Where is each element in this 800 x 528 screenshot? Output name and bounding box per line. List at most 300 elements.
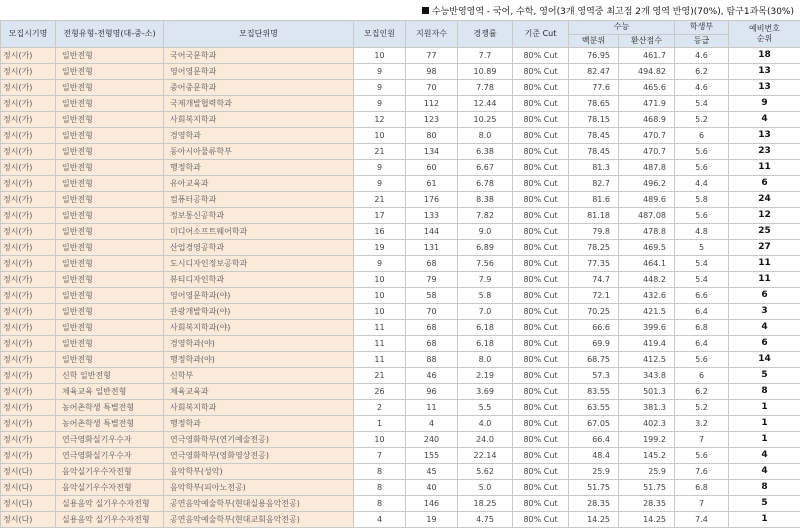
ratio-cell: 6.18 [458, 320, 513, 336]
admission-type-cell: 연극영화실기우수자 [56, 432, 164, 448]
converted-score-cell: 478.8 [619, 224, 675, 240]
admission-type-cell: 일반전형 [56, 96, 164, 112]
period-cell: 정시(다) [1, 464, 56, 480]
department-cell: 관광개발학과(야) [164, 304, 354, 320]
table-row [1, 64, 800, 80]
converted-score-cell: 501.3 [619, 384, 675, 400]
basis-cell: 80% Cut [513, 432, 569, 448]
waitlist-cell: 25 [729, 224, 800, 240]
percentile-cell: 78.25 [569, 240, 619, 256]
waitlist-cell: 1 [729, 512, 800, 528]
admission-type-cell: 일반전형 [56, 304, 164, 320]
department-cell: 행정학과 [164, 416, 354, 432]
admission-type-cell: 신학 일반전형 [56, 368, 164, 384]
admissions-results-table-wrap [0, 20, 800, 528]
waitlist-cell: 9 [729, 96, 800, 112]
quota-cell: 9 [354, 160, 406, 176]
square-bullet-icon [422, 7, 429, 14]
table-row [1, 304, 800, 320]
table-row [1, 272, 800, 288]
basis-cell: 80% Cut [513, 448, 569, 464]
applicants-cell: 46 [406, 368, 458, 384]
period-cell: 정시(가) [1, 96, 56, 112]
department-cell: 뷰티디자인학과 [164, 272, 354, 288]
converted-score-cell: 51.75 [619, 480, 675, 496]
percentile-cell: 82.7 [569, 176, 619, 192]
percentile-cell: 66.4 [569, 432, 619, 448]
converted-score-cell: 489.6 [619, 192, 675, 208]
applicants-cell: 112 [406, 96, 458, 112]
department-cell: 컴퓨터공학과 [164, 192, 354, 208]
col-department: 모집단위명 [164, 21, 354, 48]
admission-type-cell: 일반전형 [56, 112, 164, 128]
grade-cell: 7 [675, 496, 729, 512]
grade-cell: 5.4 [675, 272, 729, 288]
quota-cell: 21 [354, 368, 406, 384]
applicants-cell: 123 [406, 112, 458, 128]
converted-score-cell: 28.35 [619, 496, 675, 512]
grade-cell: 5.4 [675, 96, 729, 112]
period-cell: 정시(가) [1, 80, 56, 96]
quota-cell: 21 [354, 192, 406, 208]
percentile-cell: 72.1 [569, 288, 619, 304]
grade-cell: 5.6 [675, 144, 729, 160]
ratio-cell: 12.44 [458, 96, 513, 112]
admission-type-cell: 일반전형 [56, 144, 164, 160]
basis-cell: 80% Cut [513, 416, 569, 432]
col-quota: 모집인원 [354, 21, 406, 48]
grade-cell: 6.4 [675, 304, 729, 320]
percentile-cell: 63.55 [569, 400, 619, 416]
table-row [1, 240, 800, 256]
converted-score-cell: 402.3 [619, 416, 675, 432]
table-row [1, 144, 800, 160]
applicants-cell: 60 [406, 160, 458, 176]
grade-cell: 7.6 [675, 464, 729, 480]
converted-score-cell: 421.5 [619, 304, 675, 320]
col-applicants: 지원자수 [406, 21, 458, 48]
department-cell: 중어중문학과 [164, 80, 354, 96]
period-cell: 정시(가) [1, 48, 56, 64]
quota-cell: 10 [354, 304, 406, 320]
department-cell: 신학부 [164, 368, 354, 384]
basis-cell: 80% Cut [513, 176, 569, 192]
waitlist-cell: 13 [729, 64, 800, 80]
waitlist-cell: 1 [729, 416, 800, 432]
table-row [1, 400, 800, 416]
department-cell: 사회복지학과 [164, 112, 354, 128]
admission-type-cell: 일반전형 [56, 208, 164, 224]
percentile-cell: 74.7 [569, 272, 619, 288]
converted-score-cell: 468.9 [619, 112, 675, 128]
quota-cell: 10 [354, 432, 406, 448]
table-row [1, 496, 800, 512]
admission-type-cell: 일반전형 [56, 256, 164, 272]
converted-score-cell: 25.9 [619, 464, 675, 480]
applicants-cell: 144 [406, 224, 458, 240]
converted-score-cell: 471.9 [619, 96, 675, 112]
basis-cell: 80% Cut [513, 128, 569, 144]
waitlist-cell: 8 [729, 384, 800, 400]
basis-cell: 80% Cut [513, 288, 569, 304]
percentile-cell: 78.15 [569, 112, 619, 128]
basis-cell: 80% Cut [513, 80, 569, 96]
percentile-cell: 67.05 [569, 416, 619, 432]
grade-cell: 4.6 [675, 48, 729, 64]
grade-cell: 6.2 [675, 64, 729, 80]
applicants-cell: 68 [406, 320, 458, 336]
period-cell: 정시(가) [1, 336, 56, 352]
basis-cell: 80% Cut [513, 480, 569, 496]
score-reflection-note [422, 4, 794, 17]
admission-type-cell: 일반전형 [56, 160, 164, 176]
converted-score-cell: 465.6 [619, 80, 675, 96]
waitlist-cell: 1 [729, 400, 800, 416]
quota-cell: 19 [354, 240, 406, 256]
admission-type-cell: 일반전형 [56, 64, 164, 80]
percentile-cell: 57.3 [569, 368, 619, 384]
table-body [1, 48, 800, 528]
col-grade: 등급 [675, 34, 729, 48]
waitlist-cell: 12 [729, 208, 800, 224]
ratio-cell: 2.19 [458, 368, 513, 384]
percentile-cell: 70.25 [569, 304, 619, 320]
percentile-cell: 77.35 [569, 256, 619, 272]
department-cell: 체육교육과 [164, 384, 354, 400]
period-cell: 정시(다) [1, 496, 56, 512]
applicants-cell: 79 [406, 272, 458, 288]
waitlist-cell: 24 [729, 192, 800, 208]
basis-cell: 80% Cut [513, 464, 569, 480]
converted-score-cell: 399.6 [619, 320, 675, 336]
waitlist-cell: 8 [729, 480, 800, 496]
department-cell: 공연음악예술학부(현대교회음악전공) [164, 512, 354, 528]
waitlist-cell: 27 [729, 240, 800, 256]
admission-type-cell: 일반전형 [56, 288, 164, 304]
basis-cell: 80% Cut [513, 336, 569, 352]
converted-score-cell: 470.7 [619, 128, 675, 144]
table-row [1, 416, 800, 432]
basis-cell: 80% Cut [513, 160, 569, 176]
col-ratio: 경쟁률 [458, 21, 513, 48]
period-cell: 정시(가) [1, 64, 56, 80]
department-cell: 연극영화학부(영화영상전공) [164, 448, 354, 464]
admissions-results-table [0, 20, 800, 528]
table-row [1, 224, 800, 240]
waitlist-cell: 23 [729, 144, 800, 160]
waitlist-cell: 11 [729, 256, 800, 272]
grade-cell: 5.6 [675, 352, 729, 368]
converted-score-cell: 469.5 [619, 240, 675, 256]
table-row [1, 368, 800, 384]
grade-cell: 4.8 [675, 224, 729, 240]
table-row [1, 432, 800, 448]
period-cell: 정시(가) [1, 192, 56, 208]
quota-cell: 9 [354, 80, 406, 96]
waitlist-header-label: 예비번호 순위 [749, 24, 780, 43]
basis-cell: 80% Cut [513, 224, 569, 240]
waitlist-cell: 4 [729, 448, 800, 464]
grade-cell: 5.2 [675, 400, 729, 416]
converted-score-cell: 464.1 [619, 256, 675, 272]
ratio-cell: 18.25 [458, 496, 513, 512]
applicants-cell: 88 [406, 352, 458, 368]
period-cell: 정시(가) [1, 272, 56, 288]
converted-score-cell: 199.2 [619, 432, 675, 448]
waitlist-cell: 6 [729, 336, 800, 352]
waitlist-cell: 1 [729, 432, 800, 448]
admission-type-cell: 일반전형 [56, 320, 164, 336]
period-cell: 정시(가) [1, 352, 56, 368]
percentile-cell: 77.6 [569, 80, 619, 96]
admission-type-cell: 일반전형 [56, 352, 164, 368]
basis-cell: 80% Cut [513, 384, 569, 400]
ratio-cell: 9.0 [458, 224, 513, 240]
table-row [1, 448, 800, 464]
admission-type-cell: 일반전형 [56, 272, 164, 288]
department-cell: 음악학부(성악) [164, 464, 354, 480]
ratio-cell: 7.78 [458, 80, 513, 96]
period-cell: 정시(가) [1, 320, 56, 336]
admission-type-cell: 실용음악 실기우수자전형 [56, 512, 164, 528]
ratio-cell: 8.0 [458, 352, 513, 368]
admission-type-cell: 일반전형 [56, 80, 164, 96]
col-admission-type: 전형유형-전형명(대-중-소) [56, 21, 164, 48]
percentile-cell: 81.3 [569, 160, 619, 176]
department-cell: 사회복지학과 [164, 400, 354, 416]
percentile-cell: 48.4 [569, 448, 619, 464]
waitlist-cell: 5 [729, 496, 800, 512]
department-cell: 연극영화학부(연기예술전공) [164, 432, 354, 448]
admission-type-cell: 일반전형 [56, 240, 164, 256]
department-cell: 미디어소프트웨어학과 [164, 224, 354, 240]
converted-score-cell: 470.7 [619, 144, 675, 160]
grade-cell: 6.6 [675, 288, 729, 304]
table-row [1, 80, 800, 96]
ratio-cell: 22.14 [458, 448, 513, 464]
quota-cell: 8 [354, 496, 406, 512]
grade-cell: 5.6 [675, 160, 729, 176]
converted-score-cell: 487.08 [619, 208, 675, 224]
table-row [1, 352, 800, 368]
basis-cell: 80% Cut [513, 496, 569, 512]
waitlist-cell: 11 [729, 272, 800, 288]
percentile-cell: 78.45 [569, 144, 619, 160]
quota-cell: 9 [354, 256, 406, 272]
period-cell: 정시(가) [1, 368, 56, 384]
converted-score-cell: 14.25 [619, 512, 675, 528]
converted-score-cell: 381.3 [619, 400, 675, 416]
table-row [1, 160, 800, 176]
applicants-cell: 40 [406, 480, 458, 496]
waitlist-cell: 6 [729, 176, 800, 192]
table-row [1, 192, 800, 208]
basis-cell: 80% Cut [513, 304, 569, 320]
admission-type-cell: 농어촌학생 특별전형 [56, 416, 164, 432]
percentile-cell: 14.25 [569, 512, 619, 528]
ratio-cell: 5.5 [458, 400, 513, 416]
department-cell: 영어영문학과(야) [164, 288, 354, 304]
grade-cell: 4.4 [675, 176, 729, 192]
waitlist-cell: 4 [729, 112, 800, 128]
ratio-cell: 3.69 [458, 384, 513, 400]
table-row [1, 336, 800, 352]
department-cell: 유아교육과 [164, 176, 354, 192]
ratio-cell: 5.0 [458, 480, 513, 496]
department-cell: 경영학과 [164, 128, 354, 144]
quota-cell: 11 [354, 320, 406, 336]
waitlist-cell: 6 [729, 288, 800, 304]
applicants-cell: 133 [406, 208, 458, 224]
department-cell: 행정학과 [164, 160, 354, 176]
col-period: 모집시기명 [1, 21, 56, 48]
grade-cell: 6.8 [675, 320, 729, 336]
grade-cell: 6.2 [675, 384, 729, 400]
quota-cell: 16 [354, 224, 406, 240]
ratio-cell: 5.62 [458, 464, 513, 480]
period-cell: 정시(가) [1, 448, 56, 464]
applicants-cell: 4 [406, 416, 458, 432]
applicants-cell: 11 [406, 400, 458, 416]
percentile-cell: 66.6 [569, 320, 619, 336]
waitlist-cell: 4 [729, 320, 800, 336]
admission-type-cell: 일반전형 [56, 176, 164, 192]
percentile-cell: 69.9 [569, 336, 619, 352]
ratio-cell: 4.75 [458, 512, 513, 528]
grade-cell: 3.2 [675, 416, 729, 432]
quota-cell: 4 [354, 512, 406, 528]
applicants-cell: 68 [406, 336, 458, 352]
waitlist-cell: 5 [729, 368, 800, 384]
applicants-cell: 240 [406, 432, 458, 448]
waitlist-cell: 13 [729, 128, 800, 144]
ratio-cell: 10.89 [458, 64, 513, 80]
converted-score-cell: 487.8 [619, 160, 675, 176]
ratio-cell: 7.0 [458, 304, 513, 320]
grade-cell: 6 [675, 128, 729, 144]
waitlist-cell: 11 [729, 160, 800, 176]
table-row [1, 384, 800, 400]
period-cell: 정시(가) [1, 128, 56, 144]
applicants-cell: 96 [406, 384, 458, 400]
converted-score-cell: 343.8 [619, 368, 675, 384]
applicants-cell: 77 [406, 48, 458, 64]
grade-cell: 6 [675, 368, 729, 384]
ratio-cell: 7.9 [458, 272, 513, 288]
table-row [1, 96, 800, 112]
period-cell: 정시(가) [1, 416, 56, 432]
quota-cell: 9 [354, 64, 406, 80]
percentile-cell: 83.55 [569, 384, 619, 400]
period-cell: 정시(가) [1, 384, 56, 400]
admission-type-cell: 체육교육 일반전형 [56, 384, 164, 400]
converted-score-cell: 461.7 [619, 48, 675, 64]
col-school-record-group: 학생부 [675, 21, 729, 35]
admission-type-cell: 음악실기우수자전형 [56, 464, 164, 480]
ratio-cell: 7.82 [458, 208, 513, 224]
table-row [1, 320, 800, 336]
period-cell: 정시(가) [1, 240, 56, 256]
period-cell: 정시(가) [1, 432, 56, 448]
period-cell: 정시(가) [1, 288, 56, 304]
admission-type-cell: 음악실기우수자전형 [56, 480, 164, 496]
applicants-cell: 131 [406, 240, 458, 256]
ratio-cell: 6.89 [458, 240, 513, 256]
table-row [1, 480, 800, 496]
ratio-cell: 6.67 [458, 160, 513, 176]
col-percentile: 백분위 [569, 34, 619, 48]
quota-cell: 8 [354, 464, 406, 480]
period-cell: 정시(가) [1, 160, 56, 176]
department-cell: 산업경영공학과 [164, 240, 354, 256]
basis-cell: 80% Cut [513, 208, 569, 224]
period-cell: 정시(가) [1, 256, 56, 272]
ratio-cell: 24.0 [458, 432, 513, 448]
applicants-cell: 58 [406, 288, 458, 304]
period-cell: 정시(다) [1, 512, 56, 528]
quota-cell: 8 [354, 480, 406, 496]
converted-score-cell: 145.2 [619, 448, 675, 464]
department-cell: 공연음악예술학부(현대실용음악전공) [164, 496, 354, 512]
applicants-cell: 98 [406, 64, 458, 80]
grade-cell: 5.2 [675, 112, 729, 128]
grade-cell: 7 [675, 432, 729, 448]
table-row [1, 48, 800, 64]
basis-cell: 80% Cut [513, 48, 569, 64]
basis-cell: 80% Cut [513, 112, 569, 128]
ratio-cell: 6.38 [458, 144, 513, 160]
ratio-cell: 4.0 [458, 416, 513, 432]
percentile-cell: 78.65 [569, 96, 619, 112]
period-cell: 정시(가) [1, 400, 56, 416]
admission-type-cell: 일반전형 [56, 336, 164, 352]
table-row [1, 256, 800, 272]
basis-cell: 80% Cut [513, 352, 569, 368]
applicants-cell: 68 [406, 256, 458, 272]
admission-type-cell: 일반전형 [56, 48, 164, 64]
grade-cell: 5.6 [675, 208, 729, 224]
converted-score-cell: 496.2 [619, 176, 675, 192]
department-cell: 행정학과(야) [164, 352, 354, 368]
percentile-cell: 25.9 [569, 464, 619, 480]
percentile-cell: 68.75 [569, 352, 619, 368]
quota-cell: 11 [354, 336, 406, 352]
ratio-cell: 10.25 [458, 112, 513, 128]
col-converted-score: 환산점수 [619, 34, 675, 48]
basis-cell: 80% Cut [513, 512, 569, 528]
converted-score-cell: 432.6 [619, 288, 675, 304]
note-text: 수능반영영역 - 국어, 수학, 영어(3개 영역중 최고점 2개 영역 반영)(70%), 탐구1과목(30%) [432, 7, 794, 17]
admission-type-cell: 일반전형 [56, 128, 164, 144]
applicants-cell: 134 [406, 144, 458, 160]
admission-type-cell: 농어촌학생 특별전형 [56, 400, 164, 416]
grade-cell: 6.4 [675, 336, 729, 352]
converted-score-cell: 412.5 [619, 352, 675, 368]
department-cell: 경영학과(야) [164, 336, 354, 352]
quota-cell: 17 [354, 208, 406, 224]
department-cell: 영어영문학과 [164, 64, 354, 80]
quota-cell: 9 [354, 176, 406, 192]
grade-cell: 6.8 [675, 480, 729, 496]
basis-cell: 80% Cut [513, 400, 569, 416]
ratio-cell: 6.18 [458, 336, 513, 352]
quota-cell: 9 [354, 96, 406, 112]
department-cell: 음악학부(피아노전공) [164, 480, 354, 496]
department-cell: 사회복지학과(야) [164, 320, 354, 336]
waitlist-cell: 4 [729, 464, 800, 480]
table-row [1, 512, 800, 528]
ratio-cell: 7.7 [458, 48, 513, 64]
